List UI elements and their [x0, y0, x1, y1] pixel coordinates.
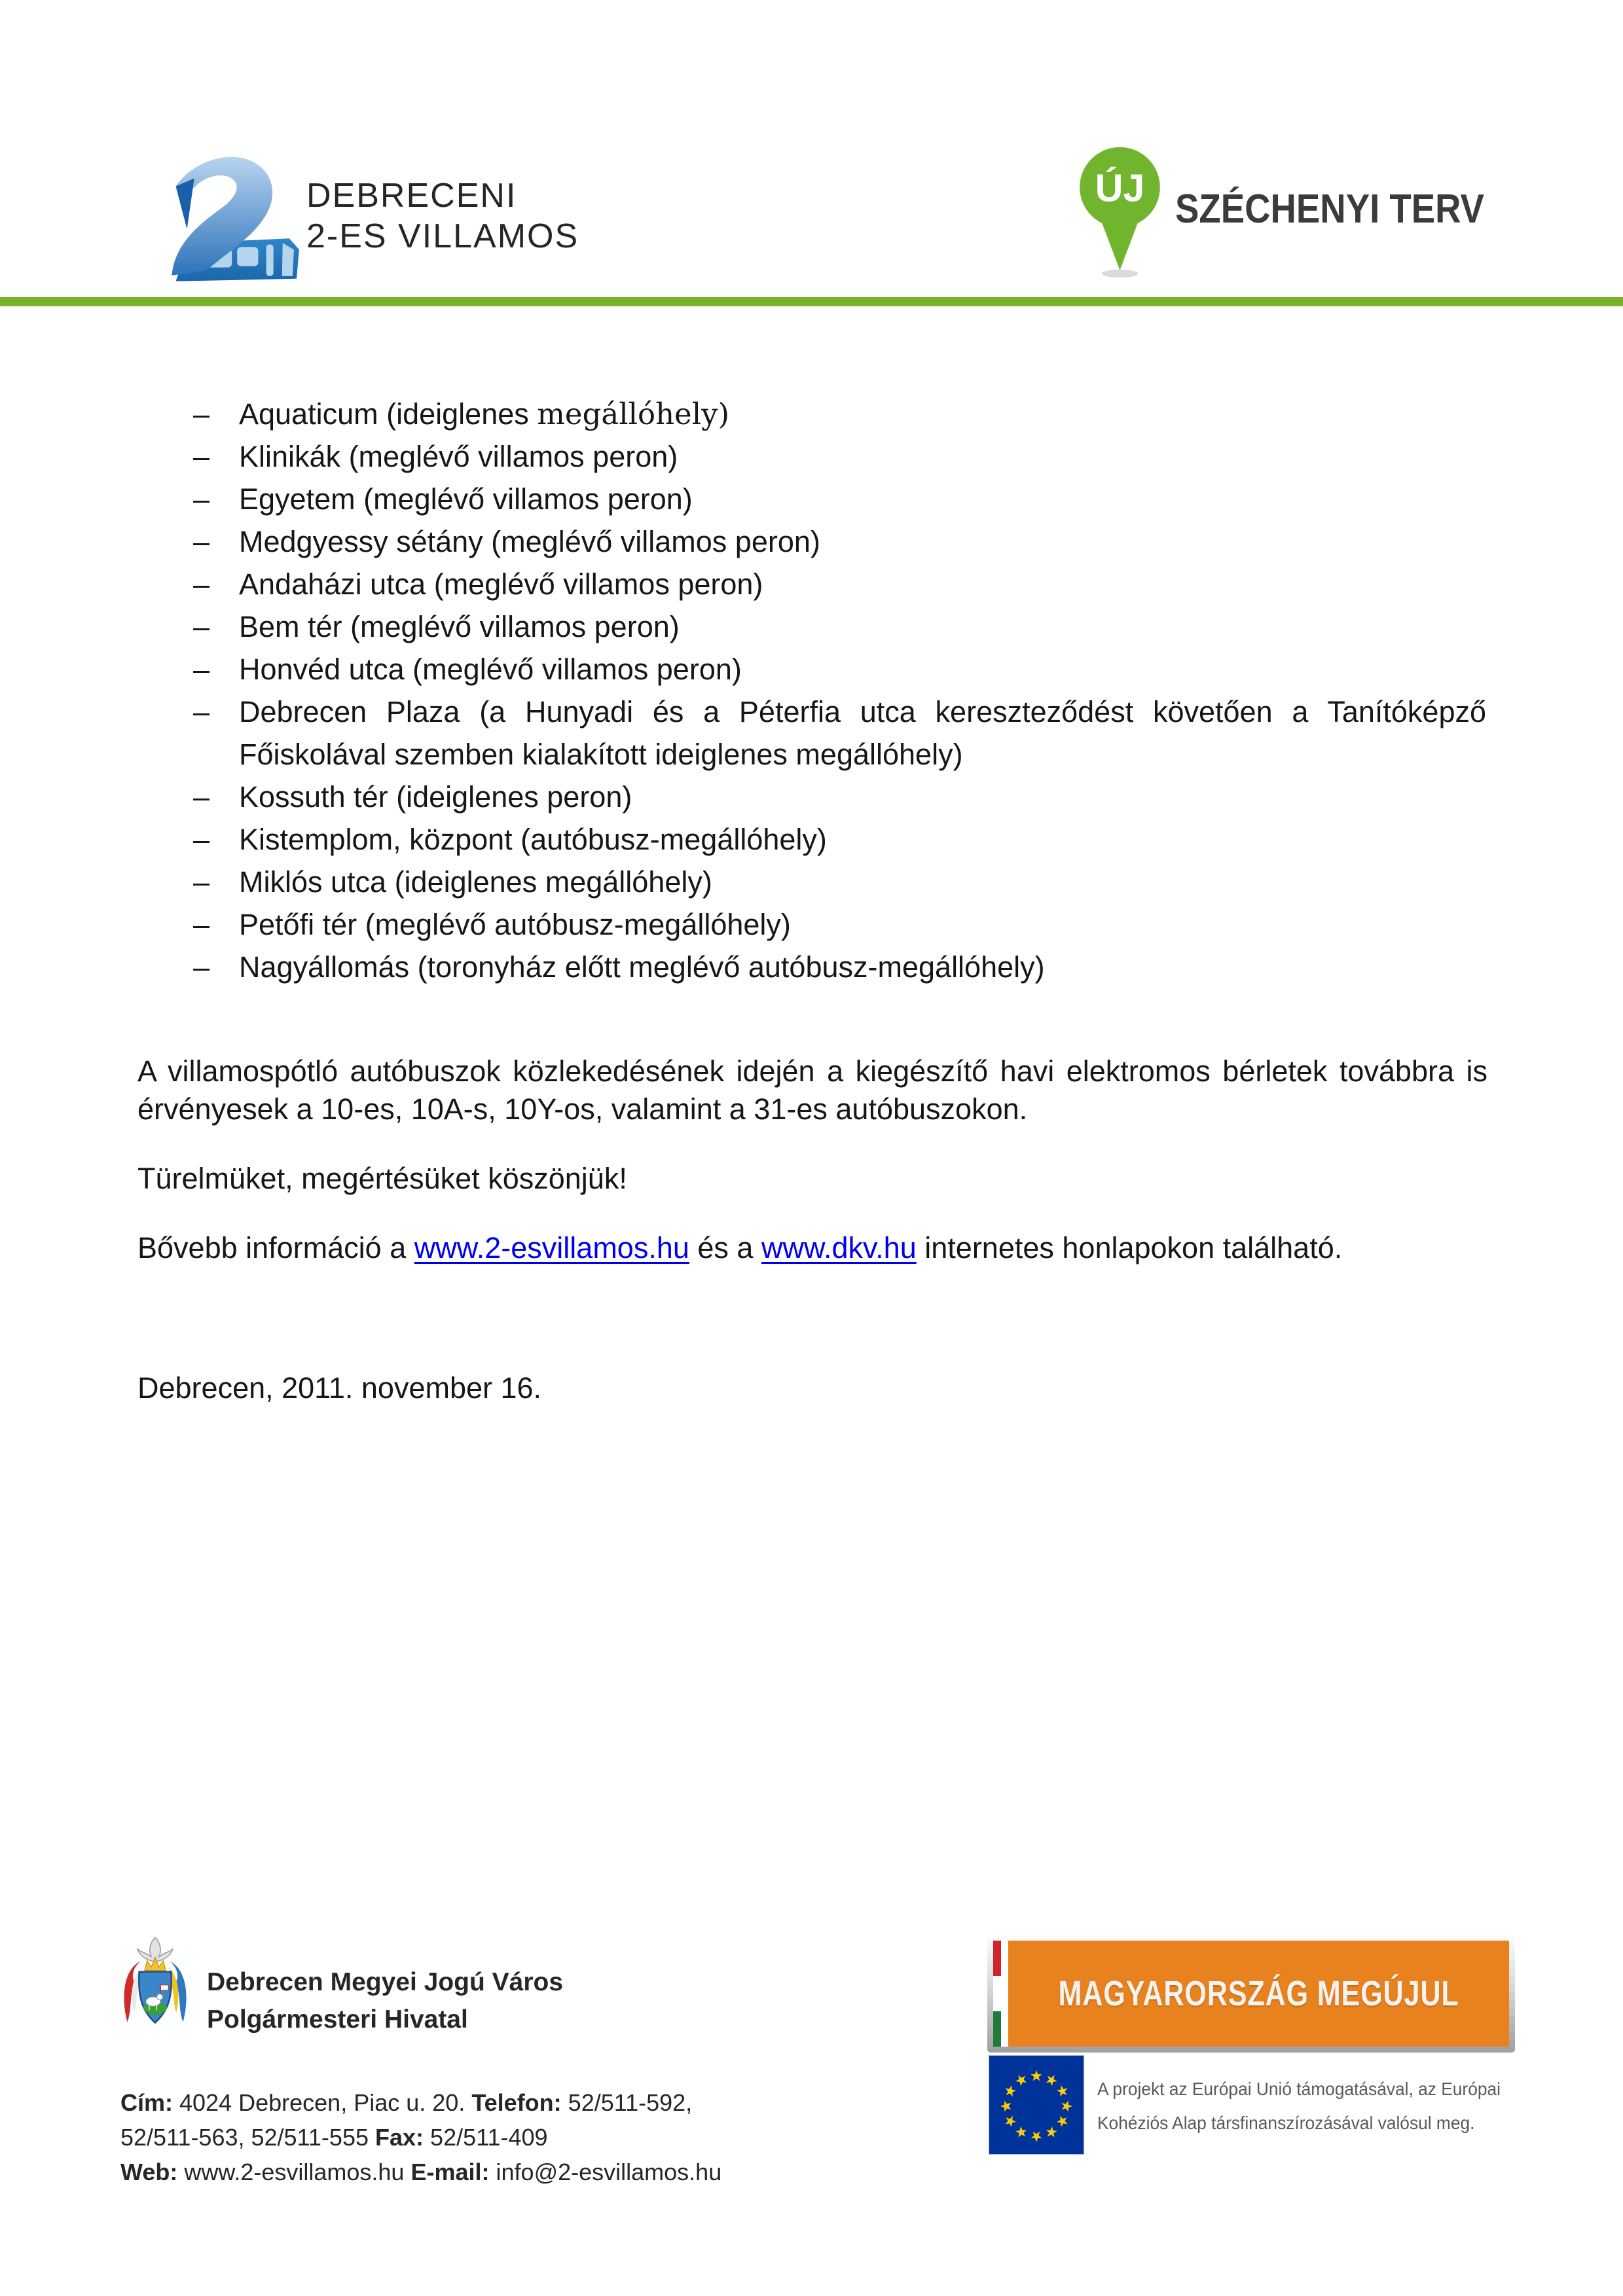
- contact-line2: [120, 2120, 782, 2155]
- stop-item: – Kistemplom, központ (autóbusz-megállóhely): [193, 818, 1486, 861]
- logo-wordmark-line2: 2-ES VILLAMOS: [306, 217, 579, 255]
- fax-value: 52/511-409: [430, 2124, 548, 2151]
- telefon-label: Telefon:: [471, 2089, 562, 2116]
- date-line: Debrecen, 2011. november 16.: [137, 1371, 542, 1405]
- stop-item: – Kossuth tér (ideiglenes peron): [193, 776, 1486, 818]
- telefon-value: 52/511-592,: [568, 2089, 693, 2116]
- stop-item: – Nagyállomás (toronyház előtt meglévő autóbusz-megállóhely): [193, 946, 1486, 988]
- eu-funding-note: [1097, 2072, 1528, 2140]
- paragraph-passes: A villamospótló autóbuszok közlekedésének idején a kiegészítő havi elektromos bérletek továbbra is érvényesek a 10-es, 10A-s, 10Y-os, valamint a 31-es autóbuszokon.: [137, 1054, 1487, 1126]
- org-line1: Debrecen Megyei Jogú Város: [207, 1968, 564, 1996]
- stop-item: – Debrecen Plaza (a Hunyadi és a Péterfia utca kereszteződést követően a Tanítóképző Főiskolával szemben kialakított ideiglenes megállóhely): [193, 691, 1486, 776]
- header-divider: [0, 297, 1623, 306]
- email-value: info@2-esvillamos.hu: [496, 2159, 722, 2185]
- eu-funding-line1: A projekt az Európai Unió támogatásával, az Európai: [1097, 2079, 1501, 2099]
- contact-line3: [120, 2155, 782, 2189]
- web-value: www.2-esvillamos.hu: [184, 2159, 405, 2185]
- stop-item: – Egyetem (meglévő villamos peron): [193, 478, 1486, 520]
- stop-text: Aquaticum (ideiglenes: [239, 397, 529, 431]
- stop-list: [193, 393, 1486, 988]
- paragraph-thanks: Türelmüket, megértésüket köszönjük!: [137, 1162, 627, 1195]
- info-text: és a: [697, 1231, 754, 1265]
- stop-item: – Petőfi tér (meglévő autóbusz-megállóhely): [193, 903, 1486, 946]
- stop-item-aquaticum: [193, 393, 1486, 435]
- contact-line1: [120, 2085, 782, 2120]
- stop-item: – Klinikák (meglévő villamos peron): [193, 435, 1486, 478]
- link-dkv[interactable]: www.dkv.hu: [761, 1231, 917, 1265]
- logo-wordmark: [306, 175, 579, 257]
- cim-value: 4024 Debrecen, Piac u. 20.: [179, 2089, 465, 2116]
- hungary-flag-icon: [993, 1941, 1001, 2047]
- info-text: Bővebb információ a: [137, 1231, 407, 1265]
- szechenyi-terv-title: SZÉCHENYI TERV: [1175, 187, 1484, 232]
- telefon-value2: 52/511-563, 52/511-555: [120, 2124, 369, 2151]
- stop-item: – Medgyessy sétány (meglévő villamos peron): [193, 520, 1486, 563]
- info-text: internetes honlapokon található.: [924, 1231, 1343, 1265]
- paragraph-info: [137, 1229, 1487, 1267]
- contact-block: [120, 2085, 782, 2189]
- stop-text-serif: megállóhely): [537, 397, 730, 431]
- stop-item: – Honvéd utca (meglévő villamos peron): [193, 648, 1486, 691]
- org-line2: Polgármesteri Hivatal: [207, 2005, 468, 2034]
- stop-item: – Andaházi utca (meglévő villamos peron): [193, 563, 1486, 605]
- uj-szechenyi-pin-icon: [1075, 145, 1165, 280]
- pin-text: ÚJ: [1095, 166, 1145, 210]
- link-2esvillamos[interactable]: www.2-esvillamos.hu: [414, 1231, 689, 1265]
- email-label: E-mail:: [410, 2159, 490, 2185]
- debrecen-coat-of-arms: [118, 1935, 192, 2053]
- stop-item: – Bem tér (meglévő villamos peron): [193, 605, 1486, 648]
- fax-label: Fax:: [375, 2124, 424, 2151]
- banner-text: MAGYARORSZÁG MEGÚJUL: [1058, 1974, 1459, 2013]
- stop-item: – Miklós utca (ideiglenes megállóhely): [193, 861, 1486, 903]
- logo-wordmark-line1: DEBRECENI: [306, 177, 517, 215]
- eu-funding-line2: Kohéziós Alap társfinanszírozásával valósul meg.: [1097, 2113, 1475, 2133]
- tram-2-logo: [136, 145, 301, 284]
- eu-flag-icon: [989, 2055, 1084, 2155]
- web-label: Web:: [120, 2159, 178, 2185]
- organization-name: [207, 1964, 563, 2038]
- magyarorszag-megujul-banner: [987, 1935, 1515, 2053]
- cim-label: Cím:: [120, 2089, 173, 2116]
- banner-orange-panel: [1008, 1941, 1509, 2047]
